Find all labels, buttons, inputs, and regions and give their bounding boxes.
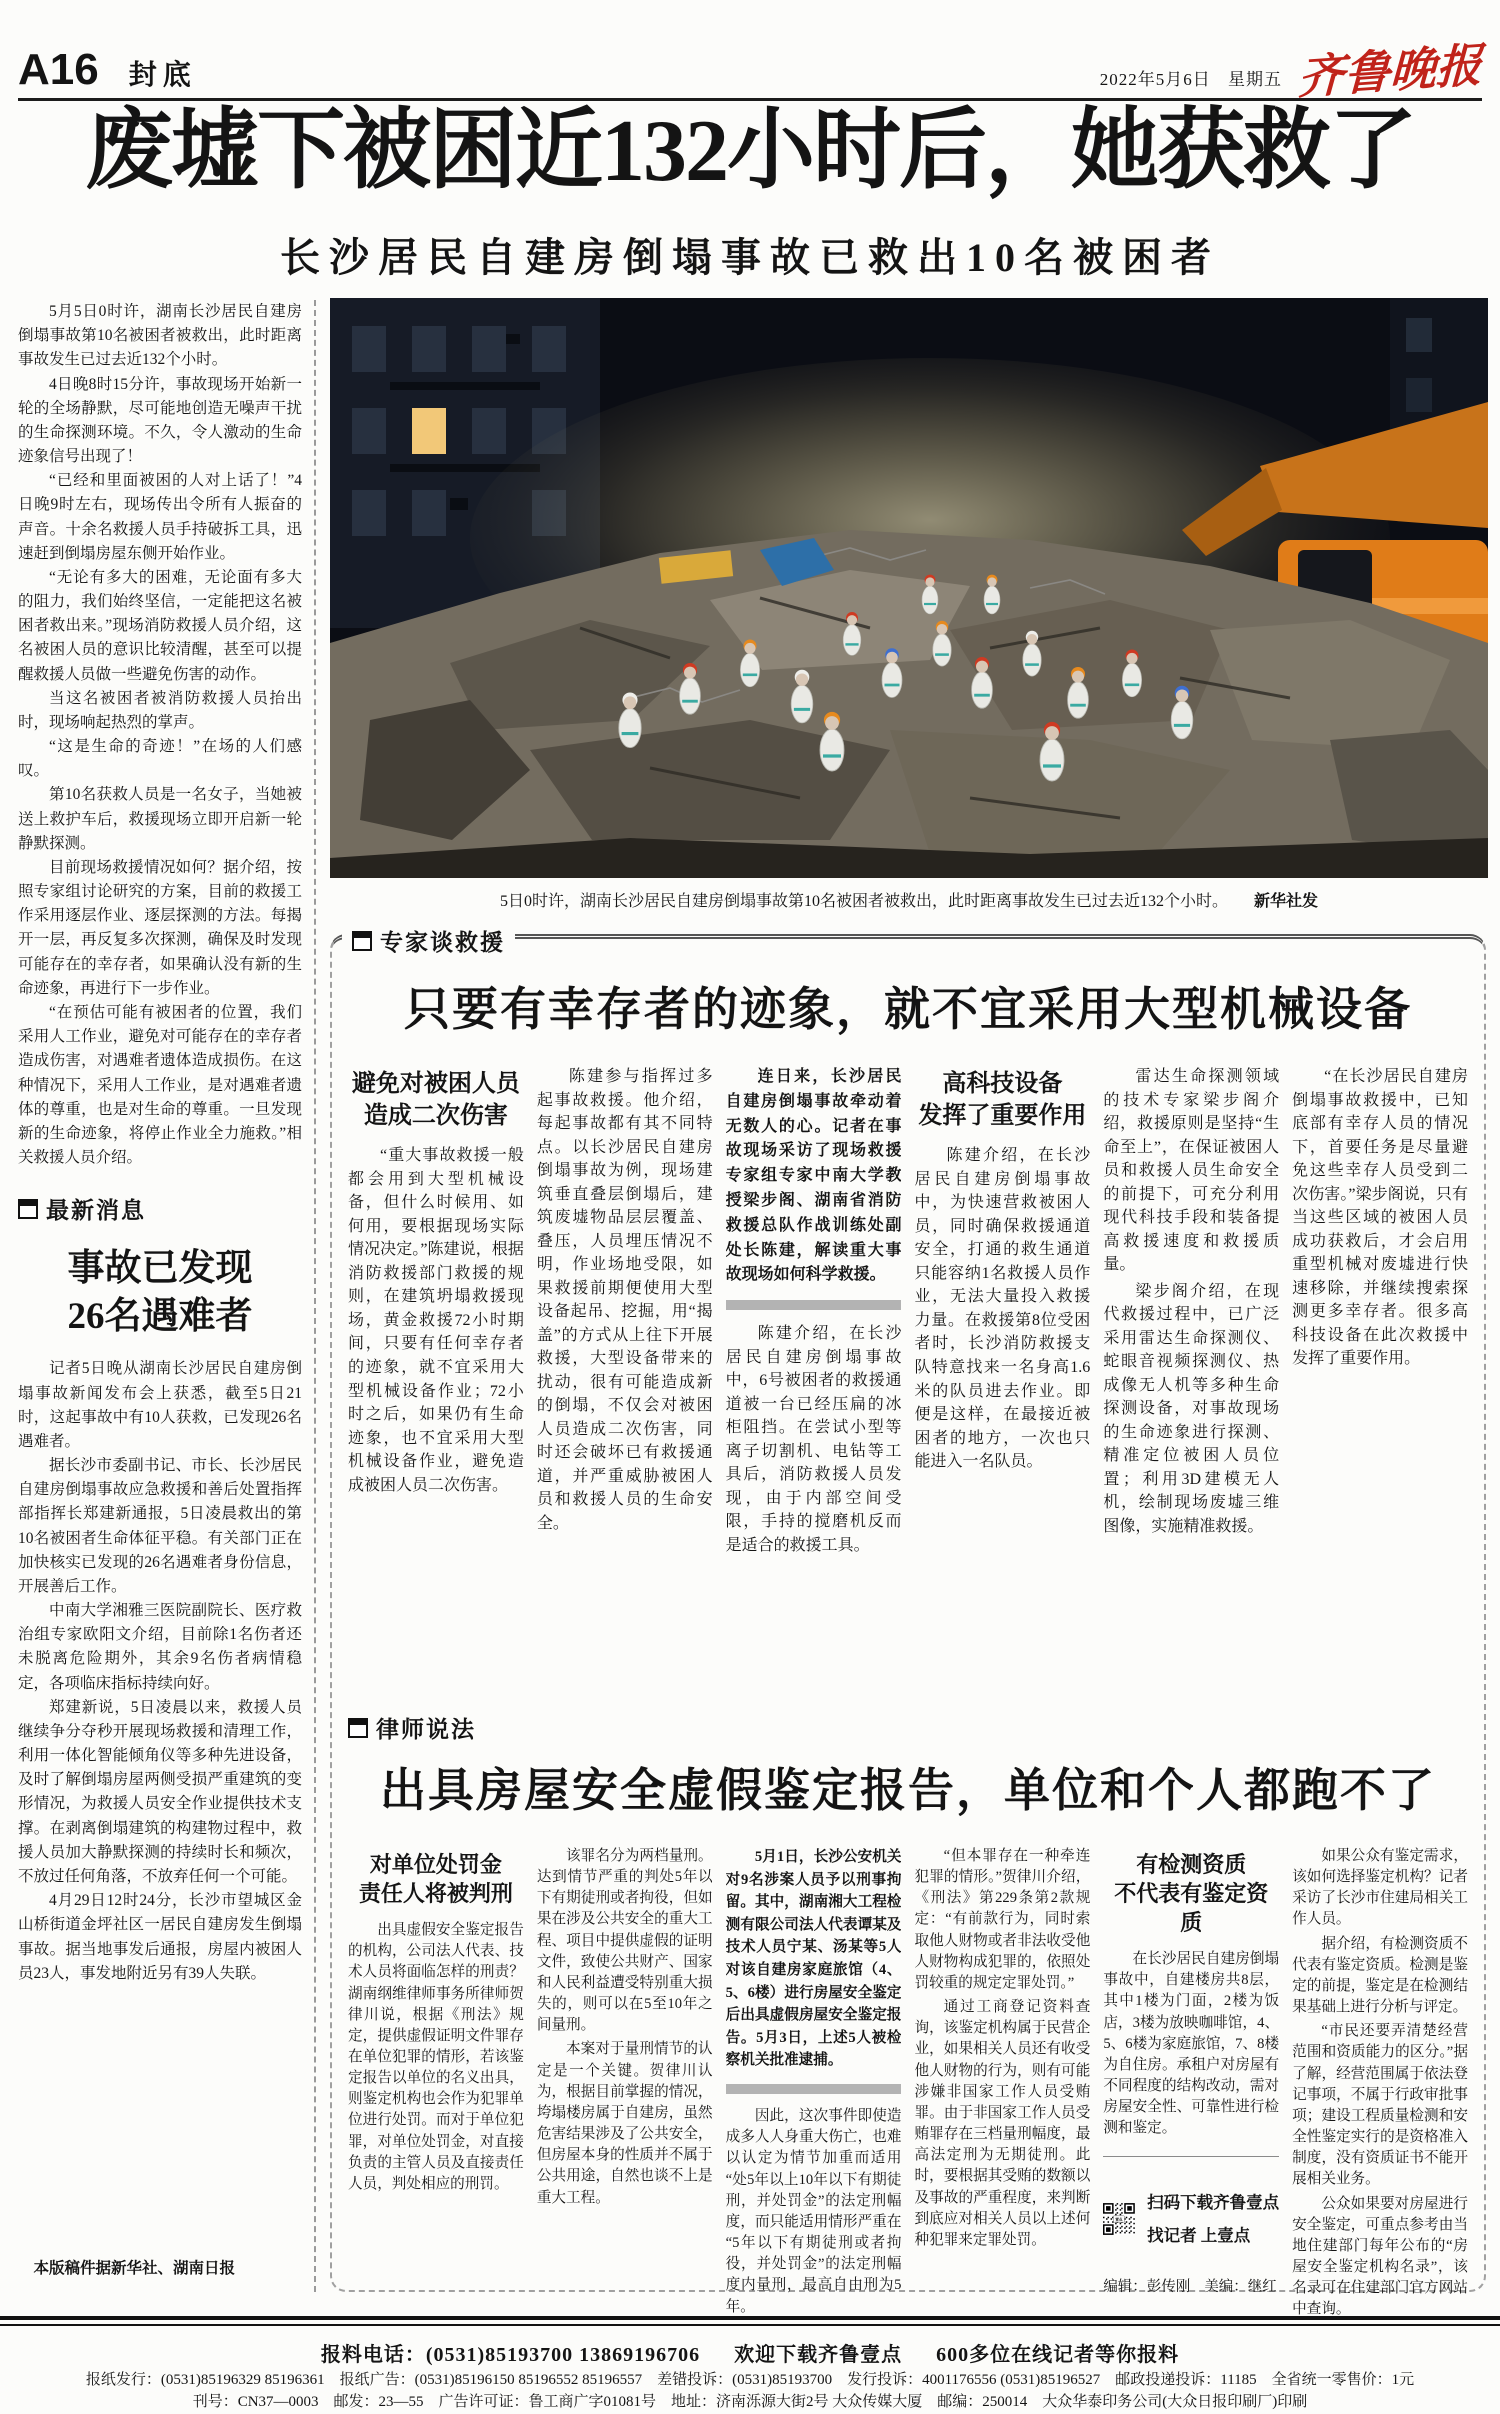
expert-headline: 只要有幸存者的迹象，就不宜采用大型机械设备 bbox=[404, 984, 1412, 1035]
issue-date bbox=[1100, 68, 1282, 92]
expert-paragraph: 梁步阁介绍，在现代救援过程中，已广泛采用雷达生命探测仪、蛇眼音视频探测仪、热成像无人机等多种生命探测设备，对事故现场的生命迹象进行探测、精准定位被困人员位置；利用3D建模无人机，绘制现场废墟三维图像，实施精准救援。 bbox=[1103, 1282, 1280, 1535]
expert-col-5 bbox=[1103, 1065, 1279, 1685]
divider-bar bbox=[726, 2084, 902, 2094]
latest-headline-line1: 事故已发现 bbox=[67, 1248, 253, 1290]
expert-col-4 bbox=[914, 1065, 1090, 1685]
expert-paragraph: 陈建参与指挥过多起事故救援。他介绍，每起事故都有其不同特点。以长沙居民自建房倒塌事故为例，现场建筑垂直叠层倒塌后，建筑废墟物品层层覆盖、叠压，人员埋压情况不明，作业场地受限，如果救援前期便使用大型设备起吊、挖掘，用“揭盖”的方式从上往下开展救援，大型设备带来的扰动，很有可能造成新的倒塌，不仅会对被困人员造成二次伤害，同时还会破坏已有救援通道，并严重威胁被困人员和救援人员的生命安全。 bbox=[536, 1068, 713, 1532]
article-paragraph: “已经和里面被困的人对上话了！”4日晚9时左右，现场传出令所有人振奋的声音。十余名救援人员手持破拆工具，迅速赶到倒塌房屋东侧开始作业。 bbox=[18, 472, 302, 562]
lawyer-paragraph: 因此，这次事件即使造成多人人身重大伤亡，也难以认定为情节加重而适用“处5年以上10年以下有期徒刑，并处罚金”的法定刑幅度，而只能适用情形严重在“5年以下有期徒刑或者拘役，并处罚金”的法定刑幅度内量刑，最高自由刑为5年。 bbox=[725, 2108, 902, 2315]
subhead-line: 发挥了重要作用 bbox=[918, 1102, 1087, 1129]
lawyer-col-2 bbox=[537, 1846, 713, 2324]
lawyer-subhead-1 bbox=[348, 1850, 524, 1908]
article-paragraph: 4日晚8时15分许，事故现场开始新一轮的全场静默，尽可能地创造无噪声干扰的生命探测环境。不久，令人激动的生命迹象信号出现了！ bbox=[18, 375, 302, 466]
page-header bbox=[18, 26, 1483, 105]
feature-box bbox=[330, 930, 1486, 2318]
footer-contact-line: 报纸发行：(0531)85196329 85196361 报纸广告：(0531)85196150 85196552 85196557 差错投诉：(0531)85193700 发行投诉：4001176556 (0531)85196527 邮政投递投诉：11185 全省统一零售价：1元 bbox=[85, 2372, 1415, 2388]
latest-paragraph: 中南大学湘雅三医院副院长、医疗救治组专家欧阳文介绍，目前除1名伤者还未脱离危险期外，其余9名伤者病情稳定，各项临床指标持续向好。 bbox=[18, 1602, 302, 1692]
article-paragraph: “这是生命的奇迹！”在场的人们感叹。 bbox=[18, 738, 302, 780]
latest-paragraph: 据长沙市委副书记、市长、长沙居民自建房倒塌事故应急救援和善后处置指挥部指挥长郑建新通报，5日凌晨救出的第10名被困者生命体征平稳。有关部门正在加快核实已发现的26名遇难者身份信息，开展善后工作。 bbox=[18, 1457, 302, 1595]
subhead-line: 对单位处罚金 bbox=[369, 1852, 502, 1877]
lawyer-col-1 bbox=[348, 1846, 524, 2324]
lawyer-col-4 bbox=[914, 1846, 1090, 2324]
divider-bar bbox=[726, 1300, 902, 1310]
subhead-line: 有检测资质 bbox=[1136, 1852, 1247, 1877]
lawyer-section bbox=[332, 1711, 1484, 2324]
editor-credit: 编辑：彭传刚 bbox=[1103, 2278, 1191, 2295]
footer-slogan-1: 欢迎下载齐鲁壹点 bbox=[734, 2344, 903, 2366]
latest-news-tag bbox=[18, 1192, 302, 1225]
lawyer-paragraph: “市民还要弄清楚经营范围和资质能力的区分。”据了解，经营范围属于依法登记事项，不属于行政审批事项；建设工程质量检测和安全性鉴定实行的是资格准入制度，没有资质证书不能开展相关业务。 bbox=[1292, 2023, 1468, 2188]
article-paragraph: 当这名被困者被消防救援人员抬出时，现场响起热烈的掌声。 bbox=[18, 689, 302, 731]
lawyer-columns bbox=[332, 1826, 1484, 2324]
lawyer-paragraph: 如果公众有鉴定需求，该如何选择鉴定机构？记者采访了长沙市住建局相关工作人员。 bbox=[1292, 1848, 1468, 1928]
section-label: 封底 bbox=[128, 60, 197, 92]
lawyer-tag-label: 律师说法 bbox=[376, 1717, 476, 1742]
lawyer-subhead-2 bbox=[1103, 1850, 1279, 1937]
expert-col-1 bbox=[348, 1065, 524, 1685]
lawyer-paragraph: 本案对于量刑情节的认定是一个关键。贺律川认为，根据目前掌握的情况，垮塌楼房属于自建房，虽然危害结果涉及了公共安全，但房屋本身的性质并不属于公共用途，自然也谈不上是重大工程。 bbox=[536, 2041, 713, 2206]
expert-paragraph: 雷达生命探测领域的技术专家梁步阁介绍，救援原则是坚持“生命至上”，在保证被困人员和救援人员生命安全的前提下，可充分利用现代科技手段和装备提高救援速度和救援质量。 bbox=[1103, 1068, 1280, 1274]
qr-code bbox=[1103, 2169, 1135, 2269]
qr-promo-box bbox=[1103, 2156, 1279, 2269]
footer-publication-line: 刊号：CN37—0003 邮发：23—55 广告许可证：鲁工商广字01081号 地址：济南泺源大街2号 大众传媒大厦 邮编：250014 大众华泰印务公司(大众日报印刷厂)印刷 bbox=[192, 2394, 1308, 2410]
expert-columns bbox=[332, 1045, 1484, 1685]
expert-col-2 bbox=[537, 1065, 713, 1685]
footer-hotline-row bbox=[0, 2338, 1500, 2367]
article-paragraph: “无论有多大的困难，无论面有多大的阻力，我们始终坚信，一定能把这名被困者救出来。”现场消防救援人员介绍，这名被困人员的意识比较清醒，甚至可以提醒救援人员做一些避免伤害的动作。 bbox=[18, 568, 302, 683]
lawyer-paragraph: 该罪名分为两档量刑。达到情节严重的判处5年以下有期徒刑或者拘役，但如果在涉及公共安全的重大工程、项目中提供虚假的证明文件，致使公共财产、国家和人民利益遭受特别重大损失的，则可以在5至10年之间量刑。 bbox=[536, 1848, 713, 2034]
lawyer-headline: 出具房屋安全虚假鉴定报告，单位和个人都跑不了 bbox=[380, 1765, 1436, 1816]
latest-paragraph: 郑建新说，5日凌晨以来，救援人员继续争分夺秒开展现场救援和清理工作，利用一体化智能倾角仪等多种先进设备，及时了解倒塌房屋两侧受损严重建筑的变形情况，为救援人员安全作业提供技术支撑。在剥离倒塌建筑的构建物过程中，救援人员加大静默探测的持续时长和频次，不放过任何角落，不放弃任何一个可能。 bbox=[18, 1698, 302, 1885]
article-paragraph: 第10名获救人员是一名女子，当她被送上救护车后，救援现场立即开启新一轮静默探测。 bbox=[18, 786, 302, 852]
edition-number: A16 bbox=[18, 45, 99, 94]
subhead-line: 避免对被困人员 bbox=[351, 1071, 520, 1097]
subhead-line: 责任人将被判刑 bbox=[358, 1881, 513, 1907]
weekday-text: 星期五 bbox=[1228, 70, 1282, 90]
news-photo bbox=[330, 298, 1488, 878]
expert-tag-label: 专家谈救援 bbox=[380, 930, 505, 955]
photo-credit: 新华社发 bbox=[1254, 893, 1319, 910]
subhead-line: 造成二次伤害 bbox=[363, 1102, 508, 1129]
expert-intro: 连日来，长沙居民自建房倒塌事故牵动着无数人的心。记者在事故现场采访了现场救援专家组专家中南大学教授梁步阁、湖南省消防救援总队作战训练处副处长陈建，解读重大事故现场如何科学救援。 bbox=[725, 1068, 902, 1284]
expert-col-6 bbox=[1292, 1065, 1468, 1685]
lawyer-paragraph: 公众如果要对房屋进行安全鉴定，可重点参考由当地住建部门每年公布的“房屋安全鉴定机构名录”，该名录可在住建部门官方网站中查询。 bbox=[1292, 2195, 1468, 2318]
expert-subhead-2 bbox=[914, 1069, 1090, 1132]
qr-promo-line2: 找记者 上壹点 bbox=[1147, 2225, 1251, 2245]
expert-section-tag bbox=[342, 924, 515, 957]
lawyer-paragraph: 出具虚假安全鉴定报告的机构，公司法人代表、技术人员将面临怎样的刑责？湖南纲维律师事务所律师贺律川说，根据《刑法》规定，提供虚假证明文件罪存在单位犯罪的情形，若该鉴定报告以单位的名义出具，则鉴定机构也会作为犯罪单位进行处罚。而对于单位犯罪，对单位处罚金，对直接负责的主管人员及直接责任人员，判处相应的刑罚。 bbox=[348, 1922, 524, 2192]
subhead-line: 不代表有鉴定资质 bbox=[1114, 1881, 1269, 1936]
credits-line bbox=[1103, 2277, 1279, 2298]
photo-caption: 5日0时许，湖南长沙居民自建房倒塌事故第10名被困者被救出，此时距离事故发生已过去近132个小时。 bbox=[499, 893, 1228, 910]
article-paragraph: 目前现场救援情况如何？据介绍，按照专家组讨论研究的方案，目前的救援工作采用逐层作业、逐层探测的方法。每揭开一层，再反复多次探测，确保及时发现可能存在的幸存者，如果确认没有新的生命迹象，再进行下一步作业。 bbox=[18, 858, 302, 997]
date-text: 2022年5月6日 bbox=[1099, 70, 1211, 90]
newspaper-corner-icon bbox=[18, 1199, 38, 1219]
qr-promo-line1: 扫码下载齐鲁壹点 bbox=[1147, 2192, 1280, 2212]
lawyer-intro: 5月1日，长沙公安机关对9名涉案人员予以刑事拘留。其中，湖南湘大工程检测有限公司法人代表谭某及技术人员宁某、汤某等5人对该自建房家庭旅馆（4、5、6楼）进行房屋安全鉴定后出具虚假房屋安全鉴定报告。5月3日，上述5人被检察机关批准逮捕。 bbox=[725, 1849, 902, 2069]
lawyer-paragraph: “但本罪存在一种牵连犯罪的情形。”贺律川介绍，《刑法》第229条第2款规定：“有前款行为，同时索取他人财物或者非法收受他人财物构成犯罪的，依照处罚较重的规定定罪处罚。” bbox=[914, 1848, 1091, 1991]
latest-news-tag-label: 最新消息 bbox=[46, 1198, 146, 1224]
expert-paragraph: 陈建介绍，在长沙居民自建房倒塌事故中，为快速营救被困人员，同时确保救援通道安全，打通的救生通道只能容纳1名救援人员作业，无法大量投入救援力量。在救援第8位受困者时，长沙消防救援支队特意找来一名身高1.6米的队员进去作业。即便是这样，在最接近被困者的地方，一次也只能进入一名队员。 bbox=[914, 1147, 1091, 1471]
newspaper-corner-icon bbox=[348, 1718, 368, 1738]
designer-credit: 美编：继红 bbox=[1204, 2278, 1277, 2295]
latest-paragraph: 记者5日晚从湖南长沙居民自建房倒塌事故新闻发布会上获悉，截至5日21时，这起事故中有10人获救，已发现26名遇难者。 bbox=[18, 1360, 302, 1450]
left-column bbox=[18, 300, 302, 2278]
sub-headline: 长沙居民自建房倒塌事故已救出10名被困者 bbox=[280, 235, 1220, 280]
latest-paragraph: 4月29日12时24分，长沙市望城区金山桥街道金坪社区一居民自建房发生倒塌事故。据当地事发后通报，房屋内被困人员23人，事发地附近另有39人失联。 bbox=[18, 1892, 302, 1982]
newspaper-corner-icon bbox=[352, 931, 372, 951]
latest-news-headline bbox=[18, 1245, 302, 1341]
main-headline: 废墟下被困近132小时后，她获救了 bbox=[84, 103, 1415, 200]
expert-subhead-1 bbox=[348, 1069, 524, 1132]
lawyer-col-6 bbox=[1292, 1846, 1468, 2324]
masthead-logo: 齐鲁晚报 bbox=[1297, 37, 1483, 105]
footer-rule bbox=[0, 2316, 1500, 2326]
expert-col-3 bbox=[726, 1065, 902, 1685]
footer-slogan-2: 600多位在线记者等你报料 bbox=[936, 2344, 1180, 2366]
lawyer-col-5 bbox=[1103, 1846, 1279, 2324]
lawyer-paragraph: 通过工商登记资料查询，该鉴定机构属于民营企业，如果相关人员还有收受他人财物的行为，则有可能涉嫌非国家工作人员受贿罪。由于非国家工作人员受贿罪存在三档量刑幅度，最高法定刑为无期徒刑。此时，要根据其受贿的数额以及事故的严重程度，来判断到底应对相关人员以上述何种犯罪来定罪处罚。 bbox=[914, 1999, 1091, 2248]
expert-paragraph: “重大事故救援一般都会用到大型机械设备，但什么时候用、如何用，要根据现场实际情况决定。”陈建说，根据消防救援部门救援的规则，在建筑坍塌救援现场，黄金救援72小时期间，只要有任何幸存者的迹象，就不宜采用大型机械设备作业；72小时之后，如果仍有生命迹象，也不宜采用大型机械设备作业，避免造成被困人员二次伤害。 bbox=[348, 1147, 524, 1494]
article-paragraph: 5月5日0时许，湖南长沙居民自建房倒塌事故第10名被困者被救出，此时距离事故发生已过去近132个小时。 bbox=[18, 303, 302, 369]
lawyer-paragraph: 在长沙居民自建房倒塌事故中，自建楼房共8层，其中1楼为门面，2楼为饭店，3楼为放映咖啡馆，4、5、6楼为家庭旅馆，7、8楼为自住房。承租户对房屋有不同程度的结构改动，需对房屋安全性、可靠性进行检测和鉴定。 bbox=[1103, 1951, 1280, 2137]
lawyer-paragraph: 据介绍，有检测资质不代表有鉴定资质。检测是鉴定的前提，鉴定是在检测结果基础上进行分析与评定。 bbox=[1292, 1935, 1468, 2016]
lawyer-section-tag bbox=[348, 1711, 1484, 1744]
hotline-number: 报料电话：(0531)85193700 13869196706 bbox=[320, 2344, 701, 2366]
column-divider bbox=[314, 300, 316, 2292]
subhead-line: 高科技设备 bbox=[942, 1071, 1063, 1097]
photo-caption-row bbox=[330, 888, 1488, 911]
expert-paragraph: “在长沙居民自建房倒塌事故救援中，已知底部有幸存人员的情况下，首要任务是尽量避免这些幸存人员受到二次伤害。”梁步阁说，只有当这些区域的被困人员成功获救后，才会启用重型机械对废墟进行快速移除，并继续搜索探测更多幸存者。很多高科技设备在此次救援中发挥了重要作用。 bbox=[1292, 1068, 1468, 1368]
lawyer-col-3 bbox=[726, 1846, 902, 2324]
qr-promo-text bbox=[1147, 2186, 1279, 2252]
rescue-scene-illustration bbox=[330, 298, 1488, 878]
svg-text:壹点: 壹点 bbox=[1115, 2216, 1123, 2221]
article-paragraph: “在预估可能有被困者的位置，我们采用人工作业，避免对可能存在的幸存者造成伤害，对遇难者遗体造成损伤。在这种情况下，采用人工作业，是对遇难者遗体的尊重，也是对生命的尊重。一旦发现新的生命迹象，将停止作业全力施救。”相关救援人员介绍。 bbox=[18, 1003, 302, 1167]
latest-headline-line2: 26名遇难者 bbox=[67, 1296, 253, 1338]
expert-paragraph: 陈建介绍，在长沙居民自建房倒塌事故中，6号被困者的救援通道被一台已经压扁的冰柜阻挡。在尝试小型等离子切割机、电钻等工具后，消防救援人员发现，由于内部空间受限，手持的搅磨机反而是适合的救援工具。 bbox=[725, 1325, 902, 1554]
source-note: 本版稿件据新华社、湖南日报 bbox=[33, 2260, 236, 2277]
